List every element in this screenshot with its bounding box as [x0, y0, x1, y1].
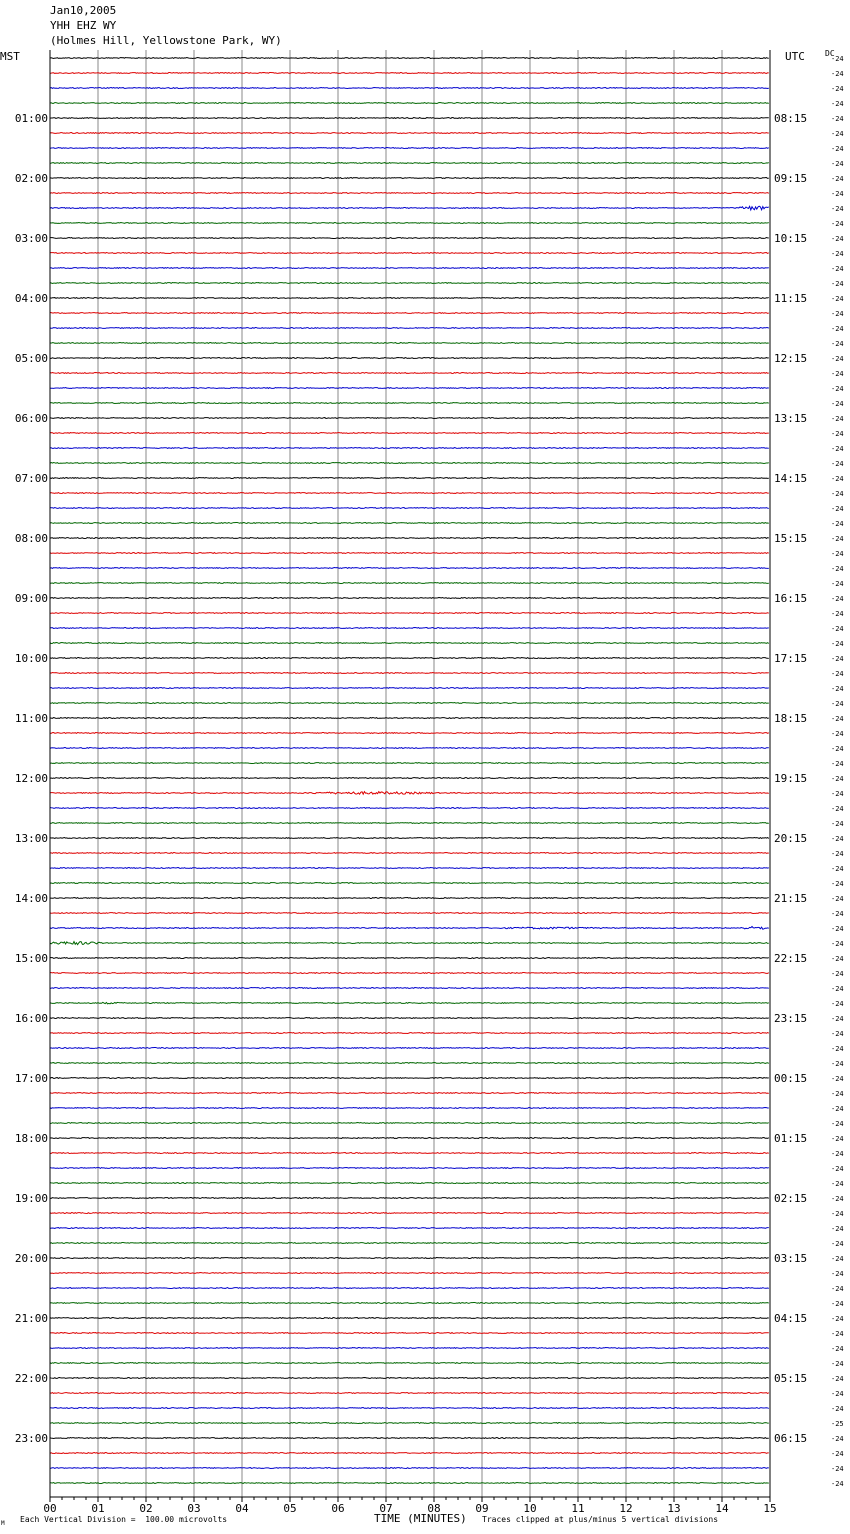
trace-offset-label: -24 — [831, 550, 844, 558]
trace-offset-label: -24 — [831, 1330, 844, 1338]
trace-line — [50, 778, 769, 779]
trace-line — [50, 688, 769, 689]
trace-offset-label: -24 — [831, 1270, 844, 1278]
trace-line — [50, 1303, 769, 1304]
trace-offset-label: -24 — [831, 1360, 844, 1368]
trace-line — [50, 433, 769, 434]
trace-offset-label: -24 — [831, 985, 844, 993]
trace-offset-label: -24 — [831, 505, 844, 513]
trace-line — [50, 418, 769, 419]
right-hour-label: 16:15 — [774, 592, 808, 605]
trace-offset-label: -24 — [831, 1135, 844, 1143]
trace-line — [50, 206, 769, 210]
x-tick-label: 05 — [283, 1502, 297, 1515]
trace-line — [50, 823, 769, 824]
right-hour-label: 05:15 — [774, 1372, 808, 1385]
right-hour-label: 13:15 — [774, 412, 808, 425]
trace-line — [50, 898, 769, 899]
left-hour-label: 21:00 — [14, 1312, 48, 1325]
left-hour-label: 03:00 — [14, 232, 48, 245]
trace-offset-label: -24 — [831, 535, 844, 543]
trace-offset-label: -24 — [831, 145, 844, 153]
trace-offset-label: -24 — [831, 730, 844, 738]
left-hour-label: 12:00 — [14, 772, 48, 785]
trace-offset-label: -24 — [831, 190, 844, 198]
chart-location: (Holmes Hill, Yellowstone Park, WY) — [50, 34, 282, 47]
trace-line — [50, 1318, 769, 1319]
right-hour-label: 06:15 — [774, 1432, 808, 1445]
trace-offset-label: -24 — [831, 370, 844, 378]
trace-line — [50, 1108, 769, 1109]
chart-date: Jan10,2005 — [50, 4, 117, 17]
trace-line — [50, 148, 769, 149]
trace-offset-label: -24 — [831, 460, 844, 468]
trace-offset-label: -24 — [831, 580, 844, 588]
right-hour-label: 14:15 — [774, 472, 808, 485]
trace-offset-label: -24 — [831, 520, 844, 528]
trace-offset-label: -24 — [831, 55, 844, 63]
right-hour-label: 01:15 — [774, 1132, 808, 1145]
trace-line — [50, 1363, 769, 1364]
trace-offset-label: -24 — [831, 610, 844, 618]
trace-offset-label: -24 — [831, 685, 844, 693]
trace-offset-label: -24 — [831, 940, 844, 948]
trace-line — [50, 448, 769, 449]
trace-offset-label: -24 — [831, 835, 844, 843]
trace-line — [50, 1168, 769, 1169]
right-hour-label: 15:15 — [774, 532, 808, 545]
x-tick-label: 01 — [91, 1502, 105, 1515]
trace-line — [50, 613, 769, 614]
trace-line — [50, 883, 769, 884]
trace-line — [50, 463, 769, 464]
trace-line — [50, 1288, 769, 1289]
trace-line — [50, 598, 769, 599]
trace-offset-label: -24 — [831, 85, 844, 93]
trace-offset-label: -24 — [831, 655, 844, 663]
trace-offset-label: -25 — [831, 1420, 844, 1428]
x-tick-label: 08 — [427, 1502, 441, 1515]
trace-offset-label: -24 — [831, 1255, 844, 1263]
x-tick-label: 09 — [475, 1502, 489, 1515]
x-tick-label: 00 — [43, 1502, 57, 1515]
trace-line — [50, 58, 769, 59]
trace-offset-label: -24 — [831, 130, 844, 138]
trace-offset-label: -24 — [831, 700, 844, 708]
x-tick-label: 07 — [379, 1502, 393, 1515]
trace-offset-label: -24 — [831, 670, 844, 678]
trace-offset-label: -24 — [831, 340, 844, 348]
trace-line — [50, 1438, 769, 1439]
trace-offset-label: -24 — [831, 1390, 844, 1398]
trace-offset-label: -24 — [831, 955, 844, 963]
trace-offset-label: -24 — [831, 1195, 844, 1203]
trace-offset-label: -24 — [831, 790, 844, 798]
x-tick-label: 14 — [715, 1502, 729, 1515]
x-tick-label: 03 — [187, 1502, 201, 1515]
trace-line — [50, 478, 769, 479]
x-tick-label: 15 — [763, 1502, 777, 1515]
trace-offset-label: -24 — [831, 1150, 844, 1158]
trace-offset-label: -24 — [831, 1480, 844, 1488]
trace-line — [50, 373, 769, 374]
trace-line — [50, 658, 769, 659]
trace-line — [50, 792, 769, 795]
trace-offset-label: -24 — [831, 1000, 844, 1008]
right-hour-label: 00:15 — [774, 1072, 808, 1085]
right-hour-label: 21:15 — [774, 892, 808, 905]
right-hour-label: 12:15 — [774, 352, 808, 365]
trace-line — [50, 238, 769, 239]
trace-line — [50, 1002, 769, 1004]
trace-offset-label: -24 — [831, 160, 844, 168]
x-axis-title: TIME (MINUTES) — [374, 1512, 467, 1525]
trace-offset-label: -24 — [831, 295, 844, 303]
trace-line — [50, 958, 769, 959]
chart-station: YHH EHZ WY — [50, 19, 117, 32]
right-hour-label: 19:15 — [774, 772, 808, 785]
trace-offset-label: -24 — [831, 910, 844, 918]
trace-offset-label: -24 — [831, 1435, 844, 1443]
clip-note: Traces clipped at plus/minus 5 vertical divisions — [482, 1515, 719, 1524]
x-tick-label: 06 — [331, 1502, 345, 1515]
trace-offset-label: -24 — [831, 595, 844, 603]
trace-offset-label: -24 — [831, 715, 844, 723]
trace-line — [50, 808, 769, 809]
trace-line — [50, 1258, 769, 1259]
trace-line — [50, 1093, 769, 1094]
trace-offset-label: -24 — [831, 1450, 844, 1458]
trace-line — [50, 733, 769, 734]
trace-line — [50, 913, 769, 914]
trace-line — [50, 838, 769, 839]
trace-line — [50, 643, 769, 644]
trace-line — [50, 1033, 769, 1034]
trace-offset-label: -24 — [831, 865, 844, 873]
trace-offset-label: -24 — [831, 1465, 844, 1473]
trace-offset-label: -24 — [831, 1090, 844, 1098]
right-hour-label: 08:15 — [774, 112, 808, 125]
trace-line — [50, 703, 769, 704]
trace-offset-label: -24 — [831, 70, 844, 78]
trace-line — [50, 1393, 769, 1394]
trace-offset-label: -24 — [831, 1075, 844, 1083]
left-hour-label: 19:00 — [14, 1192, 48, 1205]
trace-line — [50, 628, 769, 629]
trace-line — [50, 328, 769, 329]
trace-offset-label: -24 — [831, 1180, 844, 1188]
left-hour-label: 04:00 — [14, 292, 48, 305]
trace-line — [50, 1468, 769, 1469]
trace-line — [50, 763, 769, 764]
trace-offset-label: -24 — [831, 445, 844, 453]
right-hour-label: 04:15 — [774, 1312, 808, 1325]
left-hour-label: 06:00 — [14, 412, 48, 425]
trace-offset-label: -24 — [831, 745, 844, 753]
right-hour-label: 09:15 — [774, 172, 808, 185]
trace-offset-label: -24 — [831, 100, 844, 108]
trace-offset-label: -24 — [831, 175, 844, 183]
right-hour-label: 22:15 — [774, 952, 808, 965]
trace-offset-label: -24 — [831, 565, 844, 573]
trace-offset-label: -24 — [831, 235, 844, 243]
trace-line — [50, 403, 769, 404]
trace-offset-label: -24 — [831, 760, 844, 768]
left-hour-label: 05:00 — [14, 352, 48, 365]
trace-line — [50, 388, 769, 389]
trace-offset-label: -24 — [831, 205, 844, 213]
trace-offset-label: -24 — [831, 805, 844, 813]
trace-line — [50, 1138, 769, 1139]
trace-line — [50, 1123, 769, 1124]
trace-line — [50, 283, 769, 284]
left-hour-label: 20:00 — [14, 1252, 48, 1265]
trace-offset-label: -24 — [831, 1210, 844, 1218]
trace-offset-label: -24 — [831, 1345, 844, 1353]
x-tick-label: 04 — [235, 1502, 249, 1515]
trace-line — [50, 568, 769, 569]
trace-line — [50, 1198, 769, 1199]
trace-line — [50, 1453, 769, 1454]
scale-note: Each Vertical Division = 100.00 microvolts — [20, 1515, 228, 1524]
trace-line — [50, 358, 769, 359]
trace-offset-label: -24 — [831, 1030, 844, 1038]
left-hour-label: 09:00 — [14, 592, 48, 605]
trace-offset-label: -24 — [831, 1300, 844, 1308]
left-timezone-label: MST — [0, 50, 20, 63]
trace-offset-label: -24 — [831, 415, 844, 423]
left-hour-label: 16:00 — [14, 1012, 48, 1025]
trace-offset-label: -24 — [831, 385, 844, 393]
trace-offset-label: -24 — [831, 880, 844, 888]
trace-offset-label: -24 — [831, 895, 844, 903]
trace-line — [50, 988, 769, 989]
trace-line — [50, 268, 769, 269]
trace-line — [50, 553, 769, 554]
trace-line — [50, 973, 769, 974]
trace-line — [50, 253, 769, 254]
trace-offset-label: -24 — [831, 850, 844, 858]
left-hour-label: 14:00 — [14, 892, 48, 905]
trace-offset-label: -24 — [831, 1375, 844, 1383]
trace-offset-label: -24 — [831, 1165, 844, 1173]
trace-line — [50, 133, 769, 134]
right-hour-label: 03:15 — [774, 1252, 808, 1265]
trace-line — [50, 748, 769, 749]
right-hour-label: 11:15 — [774, 292, 808, 305]
trace-offset-label: -24 — [831, 220, 844, 228]
right-hour-label: 23:15 — [774, 1012, 808, 1025]
trace-offset-label: -24 — [831, 1015, 844, 1023]
trace-line — [50, 1018, 769, 1019]
trace-offset-label: -24 — [831, 280, 844, 288]
left-hour-label: 13:00 — [14, 832, 48, 845]
right-hour-label: 17:15 — [774, 652, 808, 665]
trace-line — [50, 343, 769, 344]
trace-line — [50, 88, 769, 89]
x-tick-label: 10 — [523, 1502, 537, 1515]
trace-line — [50, 1078, 769, 1079]
trace-line — [50, 223, 769, 224]
trace-line — [50, 1183, 769, 1184]
trace-offset-label: -24 — [831, 115, 844, 123]
trace-line — [50, 73, 769, 74]
trace-line — [50, 1153, 769, 1154]
trace-offset-label: -24 — [831, 250, 844, 258]
trace-line — [50, 538, 769, 539]
trace-offset-label: -24 — [831, 1120, 844, 1128]
trace-line — [50, 1378, 769, 1379]
trace-line — [50, 853, 769, 854]
x-tick-label: 11 — [571, 1502, 585, 1515]
trace-offset-label: -24 — [831, 1105, 844, 1113]
left-hour-label: 10:00 — [14, 652, 48, 665]
trace-line — [50, 1423, 769, 1424]
right-timezone-label: UTC — [785, 50, 805, 63]
trace-line — [50, 313, 769, 314]
trace-line — [50, 193, 769, 194]
trace-line — [50, 1213, 769, 1214]
trace-offset-label: -24 — [831, 475, 844, 483]
trace-line — [50, 178, 769, 179]
trace-line — [50, 673, 769, 674]
trace-line — [50, 493, 769, 494]
left-hour-label: 23:00 — [14, 1432, 48, 1445]
trace-offset-label: -24 — [831, 1315, 844, 1323]
trace-offset-label: -24 — [831, 1225, 844, 1233]
trace-line — [50, 1408, 769, 1409]
trace-line — [50, 718, 769, 719]
corner-mark: M — [1, 1520, 5, 1527]
trace-line — [50, 1228, 769, 1229]
trace-line — [50, 298, 769, 299]
left-hour-label: 07:00 — [14, 472, 48, 485]
right-hour-label: 02:15 — [774, 1192, 808, 1205]
x-tick-label: 02 — [139, 1502, 153, 1515]
trace-line — [50, 103, 769, 104]
right-hour-label: 18:15 — [774, 712, 808, 725]
trace-offset-label: -24 — [831, 430, 844, 438]
left-hour-label: 01:00 — [14, 112, 48, 125]
trace-offset-label: -24 — [831, 820, 844, 828]
trace-offset-label: -24 — [831, 970, 844, 978]
trace-offset-label: -24 — [831, 400, 844, 408]
x-tick-label: 13 — [667, 1502, 681, 1515]
left-hour-label: 11:00 — [14, 712, 48, 725]
trace-offset-label: -24 — [831, 1045, 844, 1053]
left-hour-label: 18:00 — [14, 1132, 48, 1145]
trace-line — [50, 508, 769, 509]
trace-line — [50, 1483, 769, 1484]
left-hour-label: 15:00 — [14, 952, 48, 965]
trace-line — [50, 942, 769, 945]
trace-offset-label: -24 — [831, 325, 844, 333]
trace-offset-label: -24 — [831, 1285, 844, 1293]
trace-offset-label: -24 — [831, 355, 844, 363]
left-hour-label: 02:00 — [14, 172, 48, 185]
trace-offset-label: -24 — [831, 1060, 844, 1068]
left-hour-label: 08:00 — [14, 532, 48, 545]
trace-offset-label: -24 — [831, 1405, 844, 1413]
trace-line — [50, 1063, 769, 1064]
trace-line — [50, 1333, 769, 1334]
trace-line — [50, 1048, 769, 1049]
trace-line — [50, 1273, 769, 1274]
left-hour-label: 17:00 — [14, 1072, 48, 1085]
trace-line — [50, 523, 769, 524]
trace-offset-label: -24 — [831, 775, 844, 783]
left-hour-label: 22:00 — [14, 1372, 48, 1385]
trace-offset-label: -24 — [831, 490, 844, 498]
right-hour-label: 10:15 — [774, 232, 808, 245]
trace-line — [50, 118, 769, 119]
trace-offset-label: -24 — [831, 625, 844, 633]
trace-offset-label: -24 — [831, 265, 844, 273]
trace-line — [50, 868, 769, 869]
trace-line — [50, 163, 769, 164]
x-tick-label: 12 — [619, 1502, 633, 1515]
trace-line — [50, 1243, 769, 1244]
trace-line — [50, 926, 769, 929]
right-corner-label: DC — [825, 49, 835, 58]
right-hour-label: 20:15 — [774, 832, 808, 845]
trace-line — [50, 583, 769, 584]
trace-offset-label: -24 — [831, 640, 844, 648]
trace-line — [50, 1348, 769, 1349]
trace-offset-label: -24 — [831, 310, 844, 318]
trace-offset-label: -24 — [831, 925, 844, 933]
trace-offset-label: -24 — [831, 1240, 844, 1248]
